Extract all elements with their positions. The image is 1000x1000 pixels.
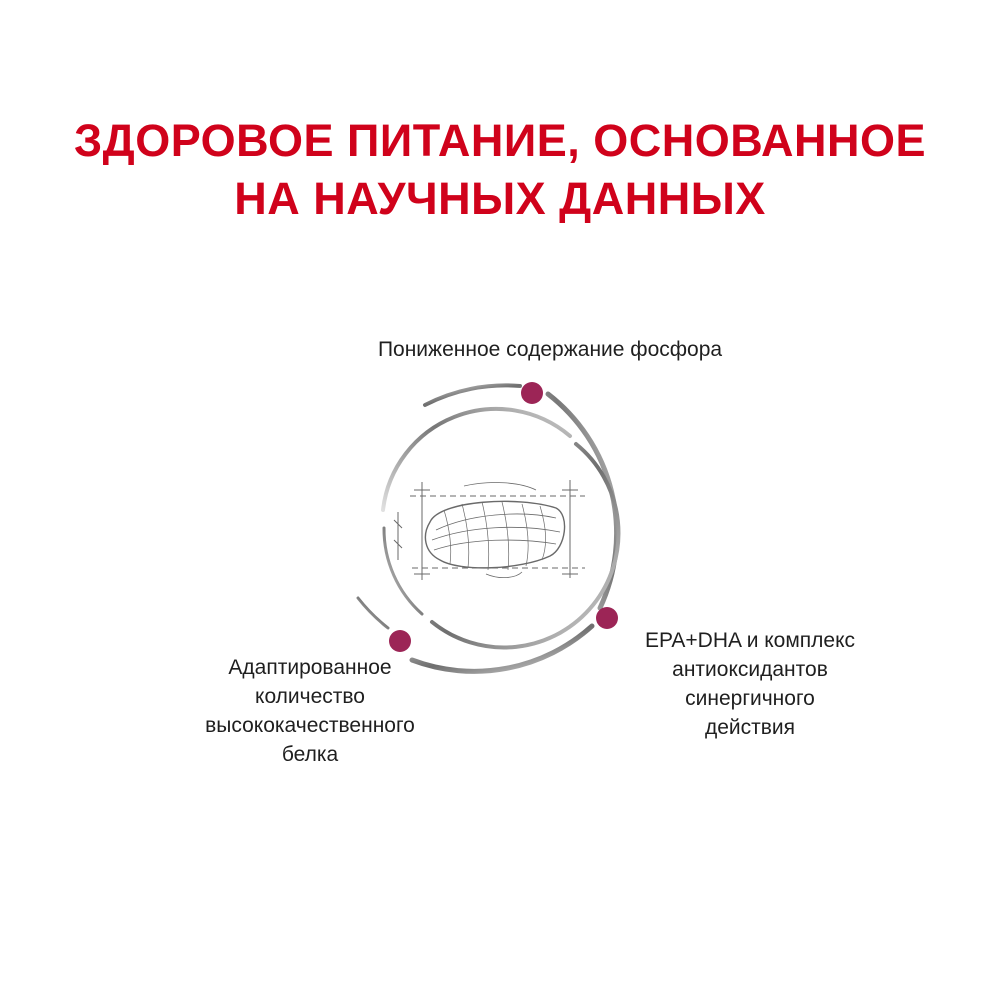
benefit-label-line: количество	[255, 685, 365, 708]
page-title-line-1: ЗДОРОВОЕ ПИТАНИЕ, ОСНОВАННОЕ	[73, 115, 927, 166]
outer-ring-arc-left	[358, 598, 388, 628]
benefit-label-line: EPA+DHA и комплекс	[644, 629, 856, 652]
benefit-label-line: действия	[704, 716, 796, 739]
benefit-label-left	[160, 653, 460, 769]
benefit-label-line: синергичного	[685, 687, 815, 710]
benefit-label-line: белка	[281, 743, 339, 766]
inner-ring-arc-2	[432, 444, 618, 647]
benefit-label-line: высококачественного	[205, 714, 415, 737]
bullet-dot-icon	[521, 382, 543, 404]
benefit-label-right	[600, 626, 900, 742]
benefit-label-line: Адаптированное	[228, 656, 392, 679]
benefit-label-top	[300, 335, 800, 364]
benefit-label-line: антиоксидантов	[672, 658, 828, 681]
outer-ring-arc-top	[425, 385, 520, 405]
inner-ring-arc-1	[383, 409, 570, 510]
page-title-line-2: НА НАУЧНЫХ ДАННЫХ	[234, 173, 766, 224]
bullet-dot-icon	[389, 630, 411, 652]
inner-ring-arc-3	[384, 528, 422, 614]
benefit-label-line: Пониженное содержание фосфора	[377, 338, 723, 361]
kibble-sketch-icon	[394, 480, 585, 580]
